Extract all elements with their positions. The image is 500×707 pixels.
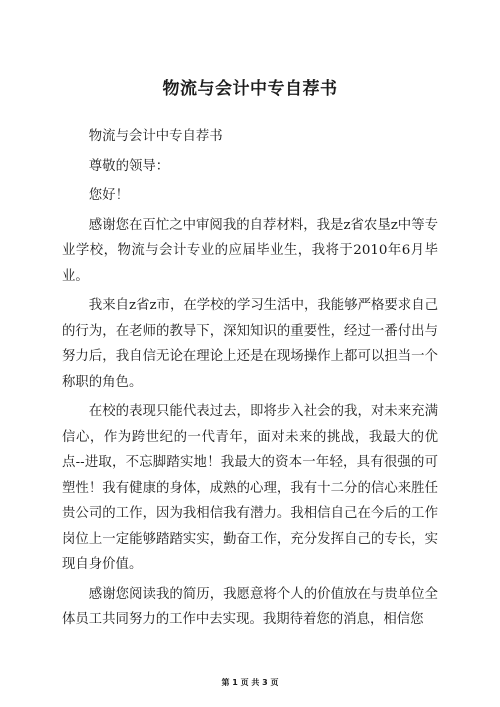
- page-number-footer: 第 1 页 共 3 页: [221, 678, 279, 687]
- body-paragraph: 我来自z省z市，在学校的学习生活中，我能够严格要求自己的行为，在老师的教导下，深知知识的重要性，经过一番付出与努力后，我自信无论在理论上还是在现场操作上都可以担当一个称职的角色。: [62, 298, 438, 390]
- document-title: 物流与会计中专自荐书: [162, 79, 338, 99]
- body-paragraph: 感谢您阅读我的简历，我愿意将个人的价值放在与贵单位全体员工共同努力的工作中去实现。我期待着您的消息，相信您: [62, 586, 438, 627]
- salutation: 尊敬的领导：: [88, 158, 170, 174]
- greeting: 您好！: [88, 188, 129, 203]
- body-paragraph: 感谢您在百忙之中审阅我的自荐材料，我是z省农垦z中等专业学校，物流与会计专业的应届毕业生，我将于2010年6月毕业。: [62, 217, 438, 284]
- document-subtitle: 物流与会计中专自荐书: [88, 129, 223, 144]
- body-paragraph: 在校的表现只能代表过去，即将步入社会的我，对未来充满信心，作为跨世纪的一代青年，面对未来的挑战，我最大的优点--进取，不忘脚踏实地！我最大的资本一年轻，具有很强的可塑性！我有健康的身体，成熟的心理，我有十二分的信心来胜任贵公司的工作，因为我相信我有潜力。我相信自己在今后的工作岗位上一定能够踏踏实实，勤奋工作，充分发挥自己的专长，实现自身价值。: [62, 404, 438, 572]
- document-body: [62, 124, 438, 637]
